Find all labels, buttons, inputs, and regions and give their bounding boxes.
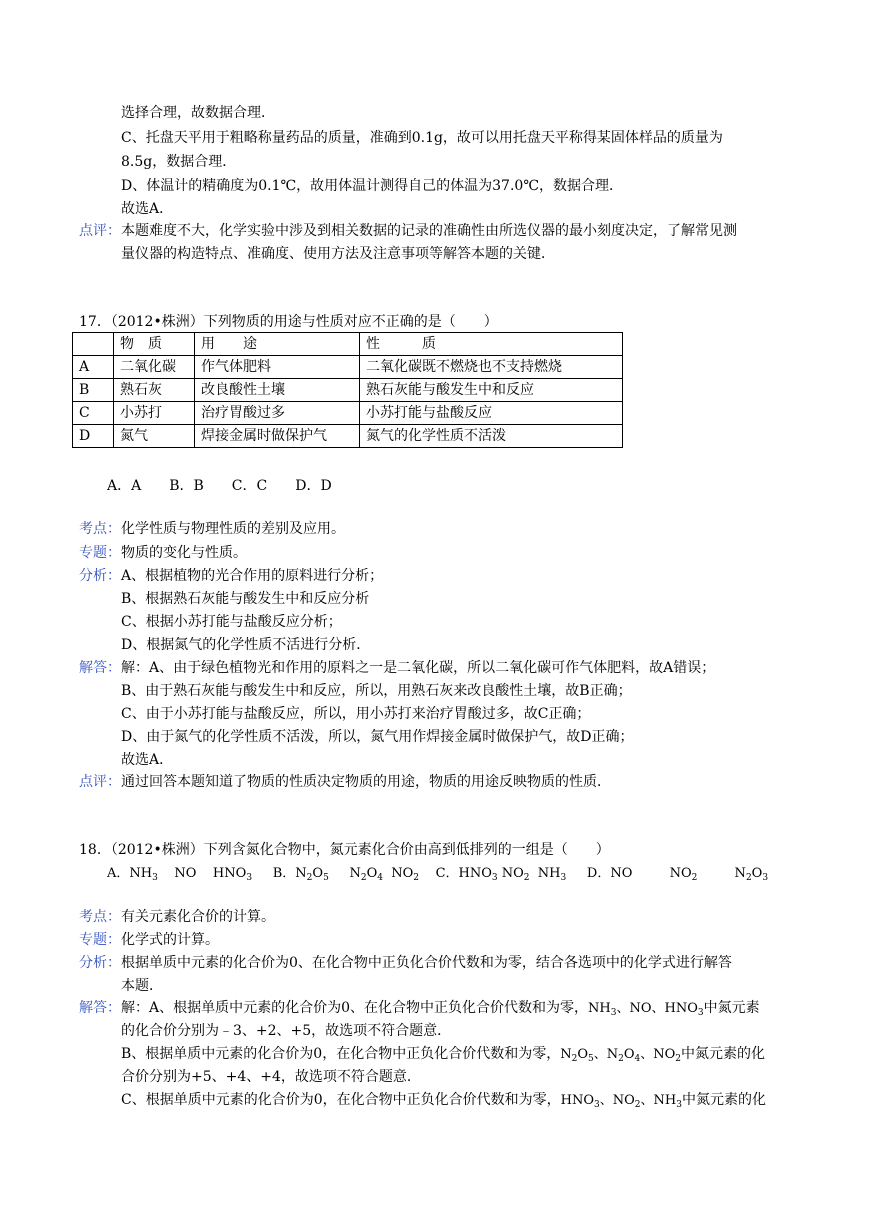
- option-c-label: C．: [435, 866, 459, 881]
- q17-stem: 17．（2012•株洲）下列物质的用途与性质对应不正确的是（ ）: [79, 314, 498, 330]
- q16-line: 8.5g，数据合理．: [121, 154, 237, 170]
- kaodian-label: 考点：: [79, 521, 121, 537]
- table-cell: 熟石灰: [114, 379, 195, 402]
- table-cell: [73, 333, 114, 356]
- q16-line: 选择合理，故数据合理．: [121, 105, 275, 121]
- formula: $N_2O_5$ $N_2O_4$ $NO_2$: [295, 866, 420, 883]
- table-cell: 氮气: [114, 425, 195, 448]
- zhuanti-text: 化学式的计算。: [121, 932, 219, 948]
- jieda-line: C、由于小苏打能与盐酸反应，所以，用小苏打来治疗胃酸过多，故C正确；: [121, 706, 591, 722]
- jieda-text: 中氮元素: [703, 1000, 760, 1016]
- q16-line: 故选A．: [121, 201, 174, 217]
- table-header-row: [73, 333, 623, 356]
- fenxi-line: C、根据小苏打能与盐酸反应分析；: [121, 614, 342, 630]
- table-cell: 二氧化碳既不燃烧也不支持燃烧: [360, 356, 623, 379]
- fenxi-line: 根据单质中元素的化合价为0、在化合物中正负化合价代数和为零，结合各选项中的化学式进行解答: [121, 955, 732, 971]
- q17-table: [72, 332, 623, 448]
- table-cell: 二氧化碳: [114, 356, 195, 379]
- dianping-text: 通过回答本题知道了物质的性质决定物质的用途，物质的用途反映物质的性质．: [121, 774, 611, 790]
- q16-line: D、体温计的精确度为0.1℃，故用体温计测得自己的体温为37.0℃，数据合理．: [121, 178, 623, 194]
- table-cell: D: [73, 425, 114, 448]
- q16-line: C、托盘天平用于粗略称量药品的质量，准确到0.1g，故可以用托盘天平称得某固体样品的质量为: [121, 130, 723, 146]
- table-cell: 用 途: [195, 333, 360, 356]
- fenxi-line: B、根据熟石灰能与酸发生中和反应分析: [121, 591, 370, 607]
- option-a-label: A．: [107, 866, 130, 881]
- table-row: [73, 425, 623, 448]
- q16-review-text: 量仪器的构造特点、准确度、使用方法及注意事项等解答本题的关键．: [121, 246, 555, 262]
- jieda-line: 的化合价分别为﹣3、+2、+5，故选项不符合题意．: [121, 1023, 452, 1039]
- zhuanti-text: 物质的变化与性质。: [121, 545, 247, 561]
- table-cell: A: [73, 356, 114, 379]
- q18-stem: 18．（2012•株洲）下列含氮化合物中，氮元素化合价由高到低排列的一组是（ ）: [79, 842, 610, 858]
- formula: $NH_3$、NO、$HNO_3$: [588, 1001, 704, 1018]
- table-cell: 改良酸性土壤: [195, 379, 360, 402]
- option-b-label: B．: [272, 866, 296, 881]
- jieda-line: 合价分别为+5、+4、+4，故选项不符合题意．: [121, 1069, 421, 1085]
- formula: $NH_3$ NO $HNO_3$: [129, 866, 253, 883]
- formula: $HNO_3$、$NO_2$、$NH_3$: [560, 1093, 682, 1110]
- jieda-text: C、根据单质中元素的化合价为0，在化合物中正负化合价代数和为零，: [121, 1092, 561, 1108]
- fenxi-line: A、根据植物的光合作用的原料进行分析；: [121, 568, 384, 584]
- q16-review-text: 本题难度不大，化学实验中涉及到相关数据的记录的准确性由所选仪器的最小刻度决定，了解常见测: [121, 223, 737, 239]
- zhuanti-label: 专题：: [79, 932, 121, 948]
- table-cell: 焊接金属时做保护气: [195, 425, 360, 448]
- table-cell: 小苏打: [114, 402, 195, 425]
- formula: $N_2O_5$、$N_2O_4$、$NO_2$: [560, 1047, 682, 1064]
- jieda-line: [121, 1090, 766, 1111]
- table-cell: 物 质: [114, 333, 195, 356]
- dianping-label: 点评：: [79, 774, 121, 790]
- table-cell: 小苏打能与盐酸反应: [360, 402, 623, 425]
- fenxi-label: 分析：: [79, 955, 121, 971]
- jieda-text: 中氮元素的化: [681, 1046, 766, 1062]
- table-row: [73, 402, 623, 425]
- option-d-label: D．: [586, 866, 611, 881]
- table-cell: B: [73, 379, 114, 402]
- table-cell: 氮气的化学性质不活泼: [360, 425, 623, 448]
- table-cell: 作气体肥料: [195, 356, 360, 379]
- table-cell: 治疗胃酸过多: [195, 402, 360, 425]
- jieda-line: [121, 998, 760, 1019]
- jieda-line: 解：A、由于绿色植物光和作用的原料之一是二氧化碳，所以二氧化碳可作气体肥料，故A错误；: [121, 660, 716, 676]
- jieda-text: 中氮元素的化: [681, 1092, 766, 1108]
- q17-options: A．A B．B C．C D．D: [107, 478, 332, 494]
- q16-review-label: 点评：: [79, 223, 121, 239]
- jieda-text: B、根据单质中元素的化合价为0，在化合物中正负化合价代数和为零，: [121, 1046, 561, 1062]
- fenxi-label: 分析：: [79, 568, 121, 584]
- jieda-line: B、由于熟石灰能与酸发生中和反应，所以，用熟石灰来改良酸性土壤，故B正确；: [121, 683, 632, 699]
- jieda-label: 解答：: [79, 1000, 121, 1016]
- table-row: [73, 379, 623, 402]
- q18-options: [107, 864, 768, 884]
- jieda-line: 故选A．: [121, 752, 174, 768]
- table-cell: 熟石灰能与酸发生中和反应: [360, 379, 623, 402]
- jieda-line: [121, 1044, 765, 1065]
- kaodian-text: 有关元素化合价的计算。: [121, 909, 275, 925]
- formula: NO $NO_2$ $N_2O_3$: [610, 866, 769, 883]
- formula: $HNO_3$ $NO_2$ $NH_3$: [458, 866, 567, 883]
- table-cell: 性 质: [360, 333, 623, 356]
- jieda-label: 解答：: [79, 660, 121, 676]
- table-row: [73, 356, 623, 379]
- fenxi-line: 本题．: [121, 978, 163, 994]
- kaodian-label: 考点：: [79, 909, 121, 925]
- zhuanti-label: 专题：: [79, 545, 121, 561]
- jieda-text: 解：A、根据单质中元素的化合价为0、在化合物中正负化合价代数和为零，: [121, 1000, 589, 1016]
- kaodian-text: 化学性质与物理性质的差别及应用。: [121, 521, 345, 537]
- jieda-line: D、由于氮气的化学性质不活泼，所以，氮气用作焊接金属时做保护气，故D正确；: [121, 729, 634, 745]
- table-cell: C: [73, 402, 114, 425]
- fenxi-line: D、根据氮气的化学性质不活进行分析．: [121, 637, 371, 653]
